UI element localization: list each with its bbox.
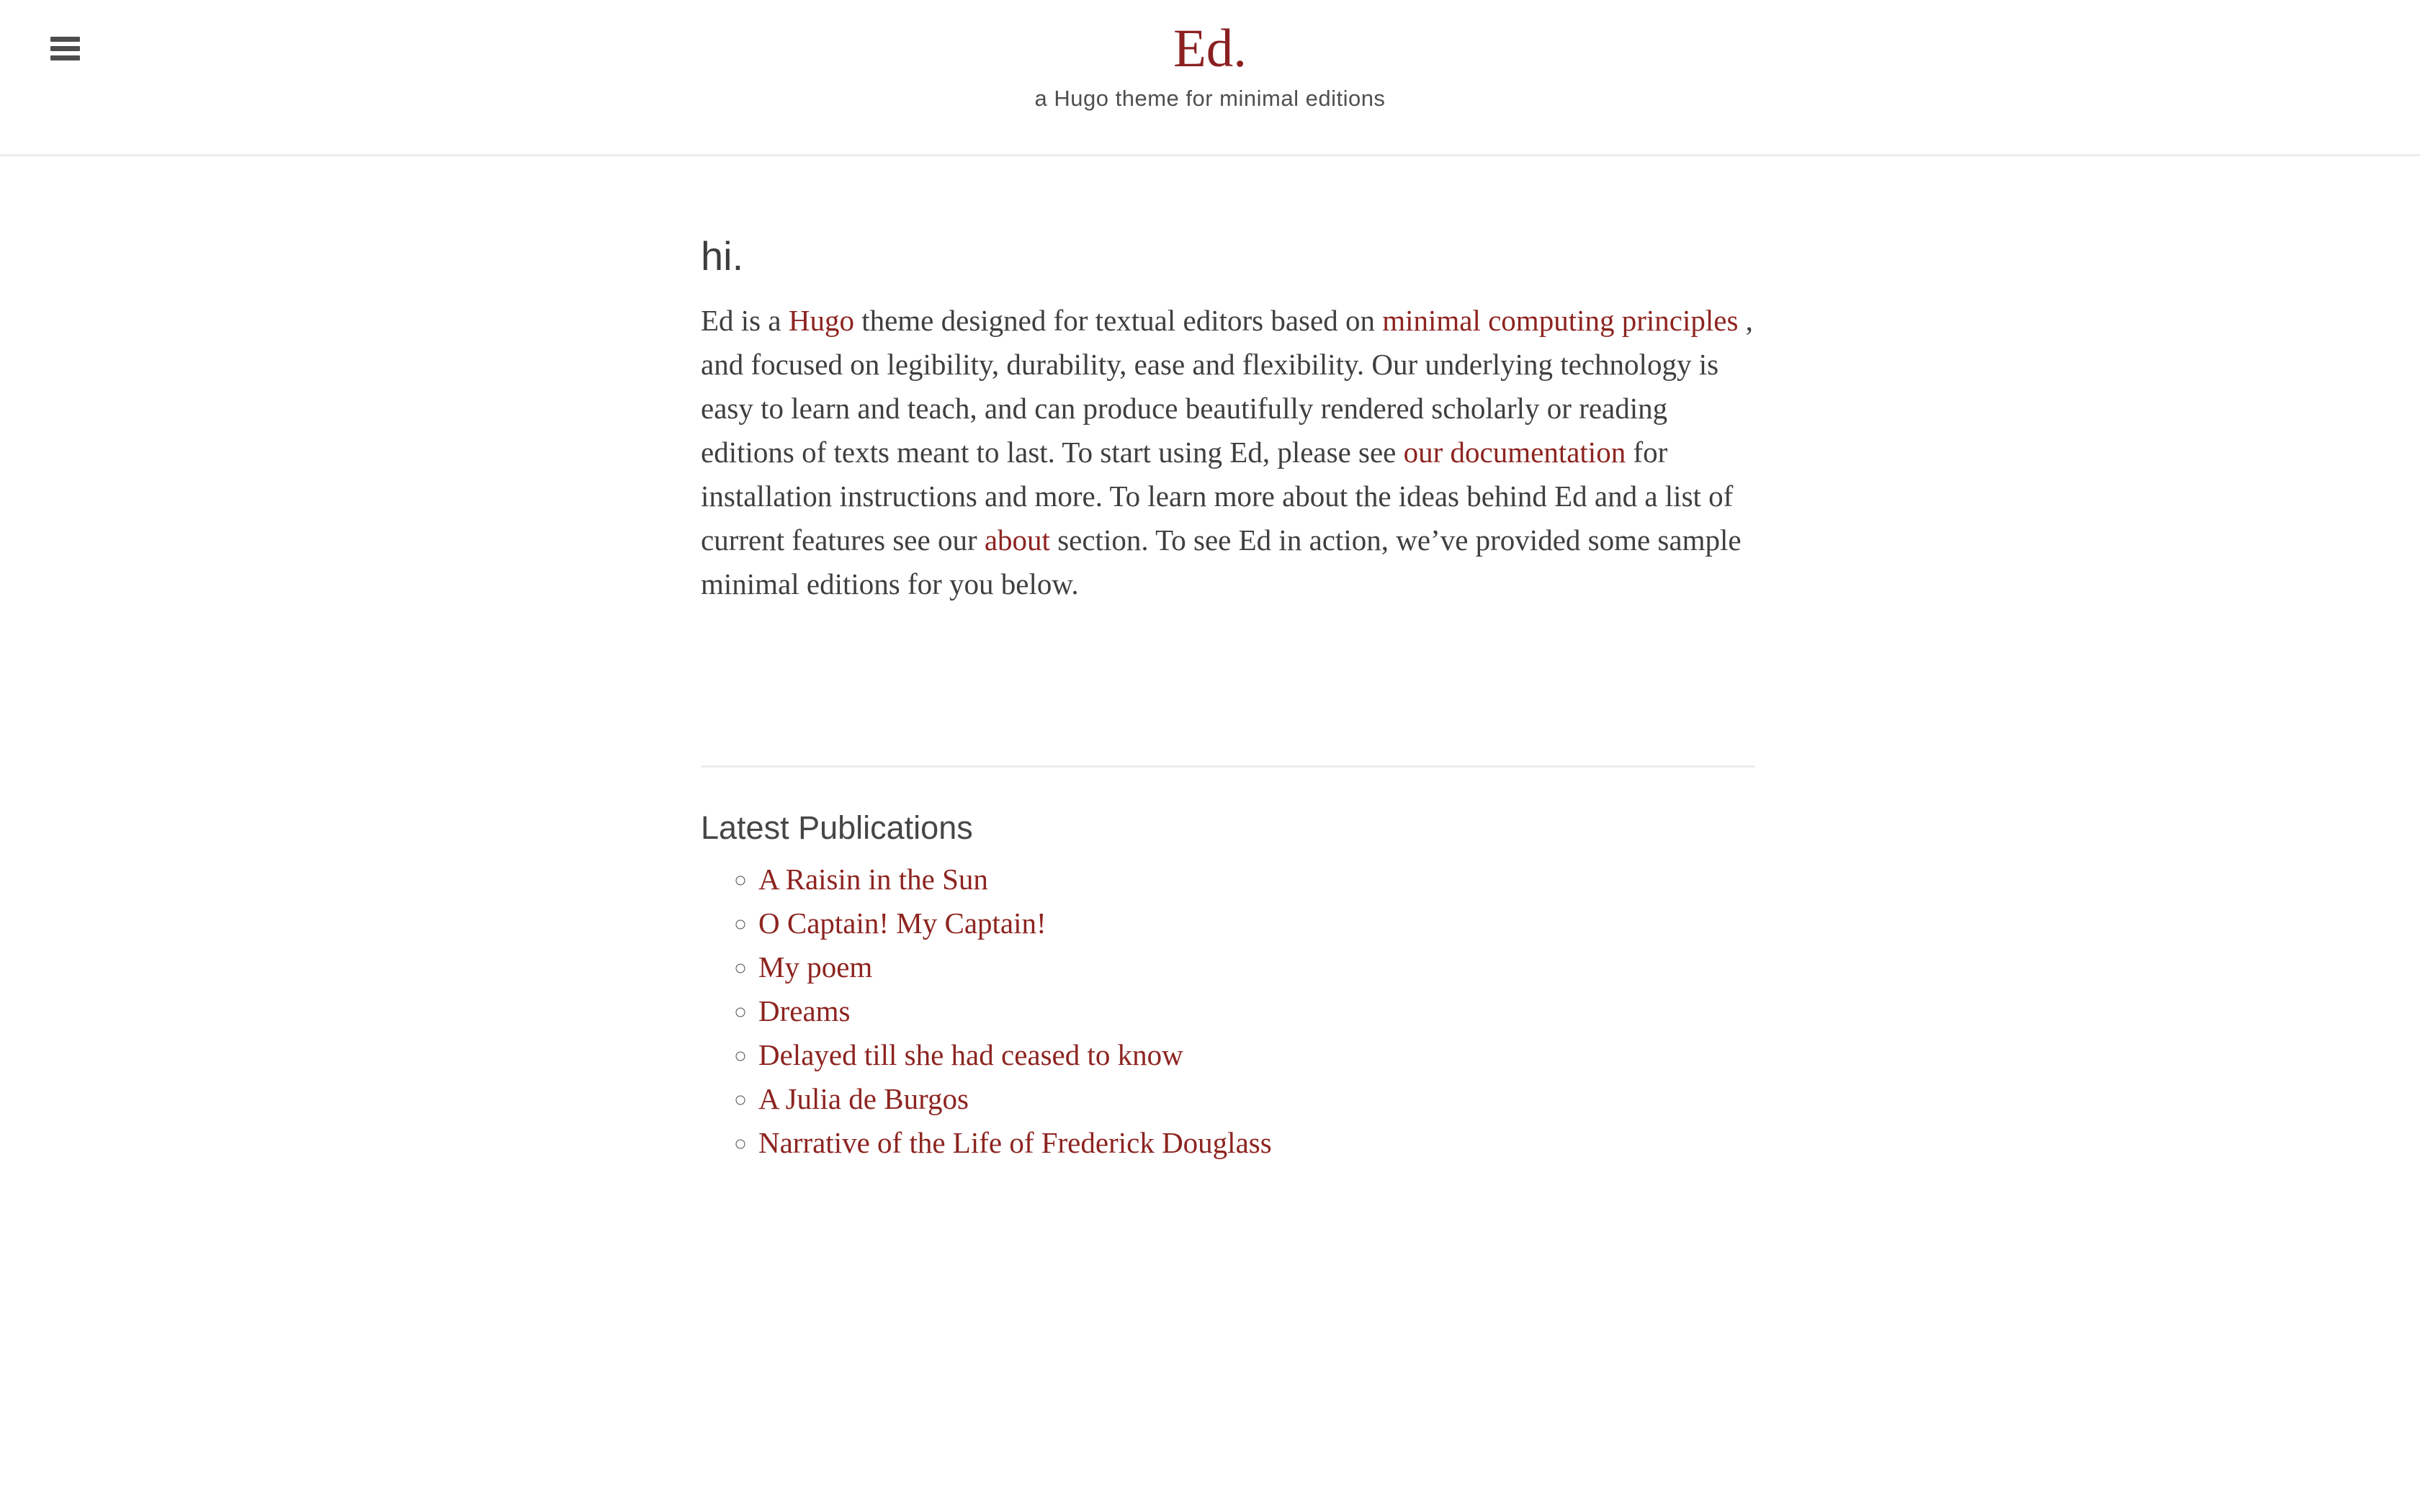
hamburger-bar [50,55,80,60]
intro-text: section. To see Ed in action, we’ve provided some sample minimal editions for you below. [701,523,1742,600]
site-title[interactable] [0,0,2420,76]
intro-text: , and focused on legibility, durability, ease and flexibility. Our underlying technology is easy to learn and teach, and can produce beautifully rendered scholarly or reading editions of texts meant to last. To start using Ed, please see [701,303,1753,469]
publication-link[interactable]: A Julia de Burgos [758,1082,969,1116]
page-title: hi. [701,233,744,279]
intro-text: theme designed for textual editors based on [853,303,1383,337]
site-title-link[interactable]: Ed. [1173,19,1247,78]
publication-link[interactable]: My poem [758,950,873,984]
site-subtitle: a Hugo theme for minimal editions [1034,86,1386,111]
list-item [758,989,1755,1033]
intro-text: for installation instructions and more. To learn more about the ideas behind Ed and a list of current features see our [701,435,1734,557]
main-content [701,156,1755,1165]
publication-link[interactable]: Dreams [758,994,851,1028]
publication-link[interactable]: A Raisin in the Sun [758,863,988,896]
publication-link[interactable]: O Captain! My Captain! [758,906,1047,940]
publication-list [701,858,1755,1165]
hamburger-bar [50,37,80,42]
inline-link[interactable]: minimal computing principles [1382,303,1739,337]
publication-link[interactable]: Narrative of the Life of Frederick Douglass [758,1126,1272,1160]
publication-link[interactable]: Delayed till she had ceased to know [758,1038,1183,1072]
list-item [758,901,1755,945]
list-item [758,1077,1755,1121]
publications-heading: Latest Publications [701,809,973,846]
inline-link[interactable]: our documentation [1403,435,1626,469]
inline-link[interactable]: about [984,523,1050,557]
menu-button[interactable] [50,37,80,60]
intro-text: Ed is a [701,303,789,337]
hamburger-bar [50,46,80,51]
inline-link[interactable]: Hugo [788,303,854,337]
section-divider [701,765,1755,768]
list-item [758,1121,1755,1165]
list-item [758,945,1755,989]
site-header [0,0,2420,156]
intro-paragraph [701,299,1755,606]
hamburger-icon [50,37,80,60]
list-item [758,858,1755,901]
list-item [758,1033,1755,1077]
